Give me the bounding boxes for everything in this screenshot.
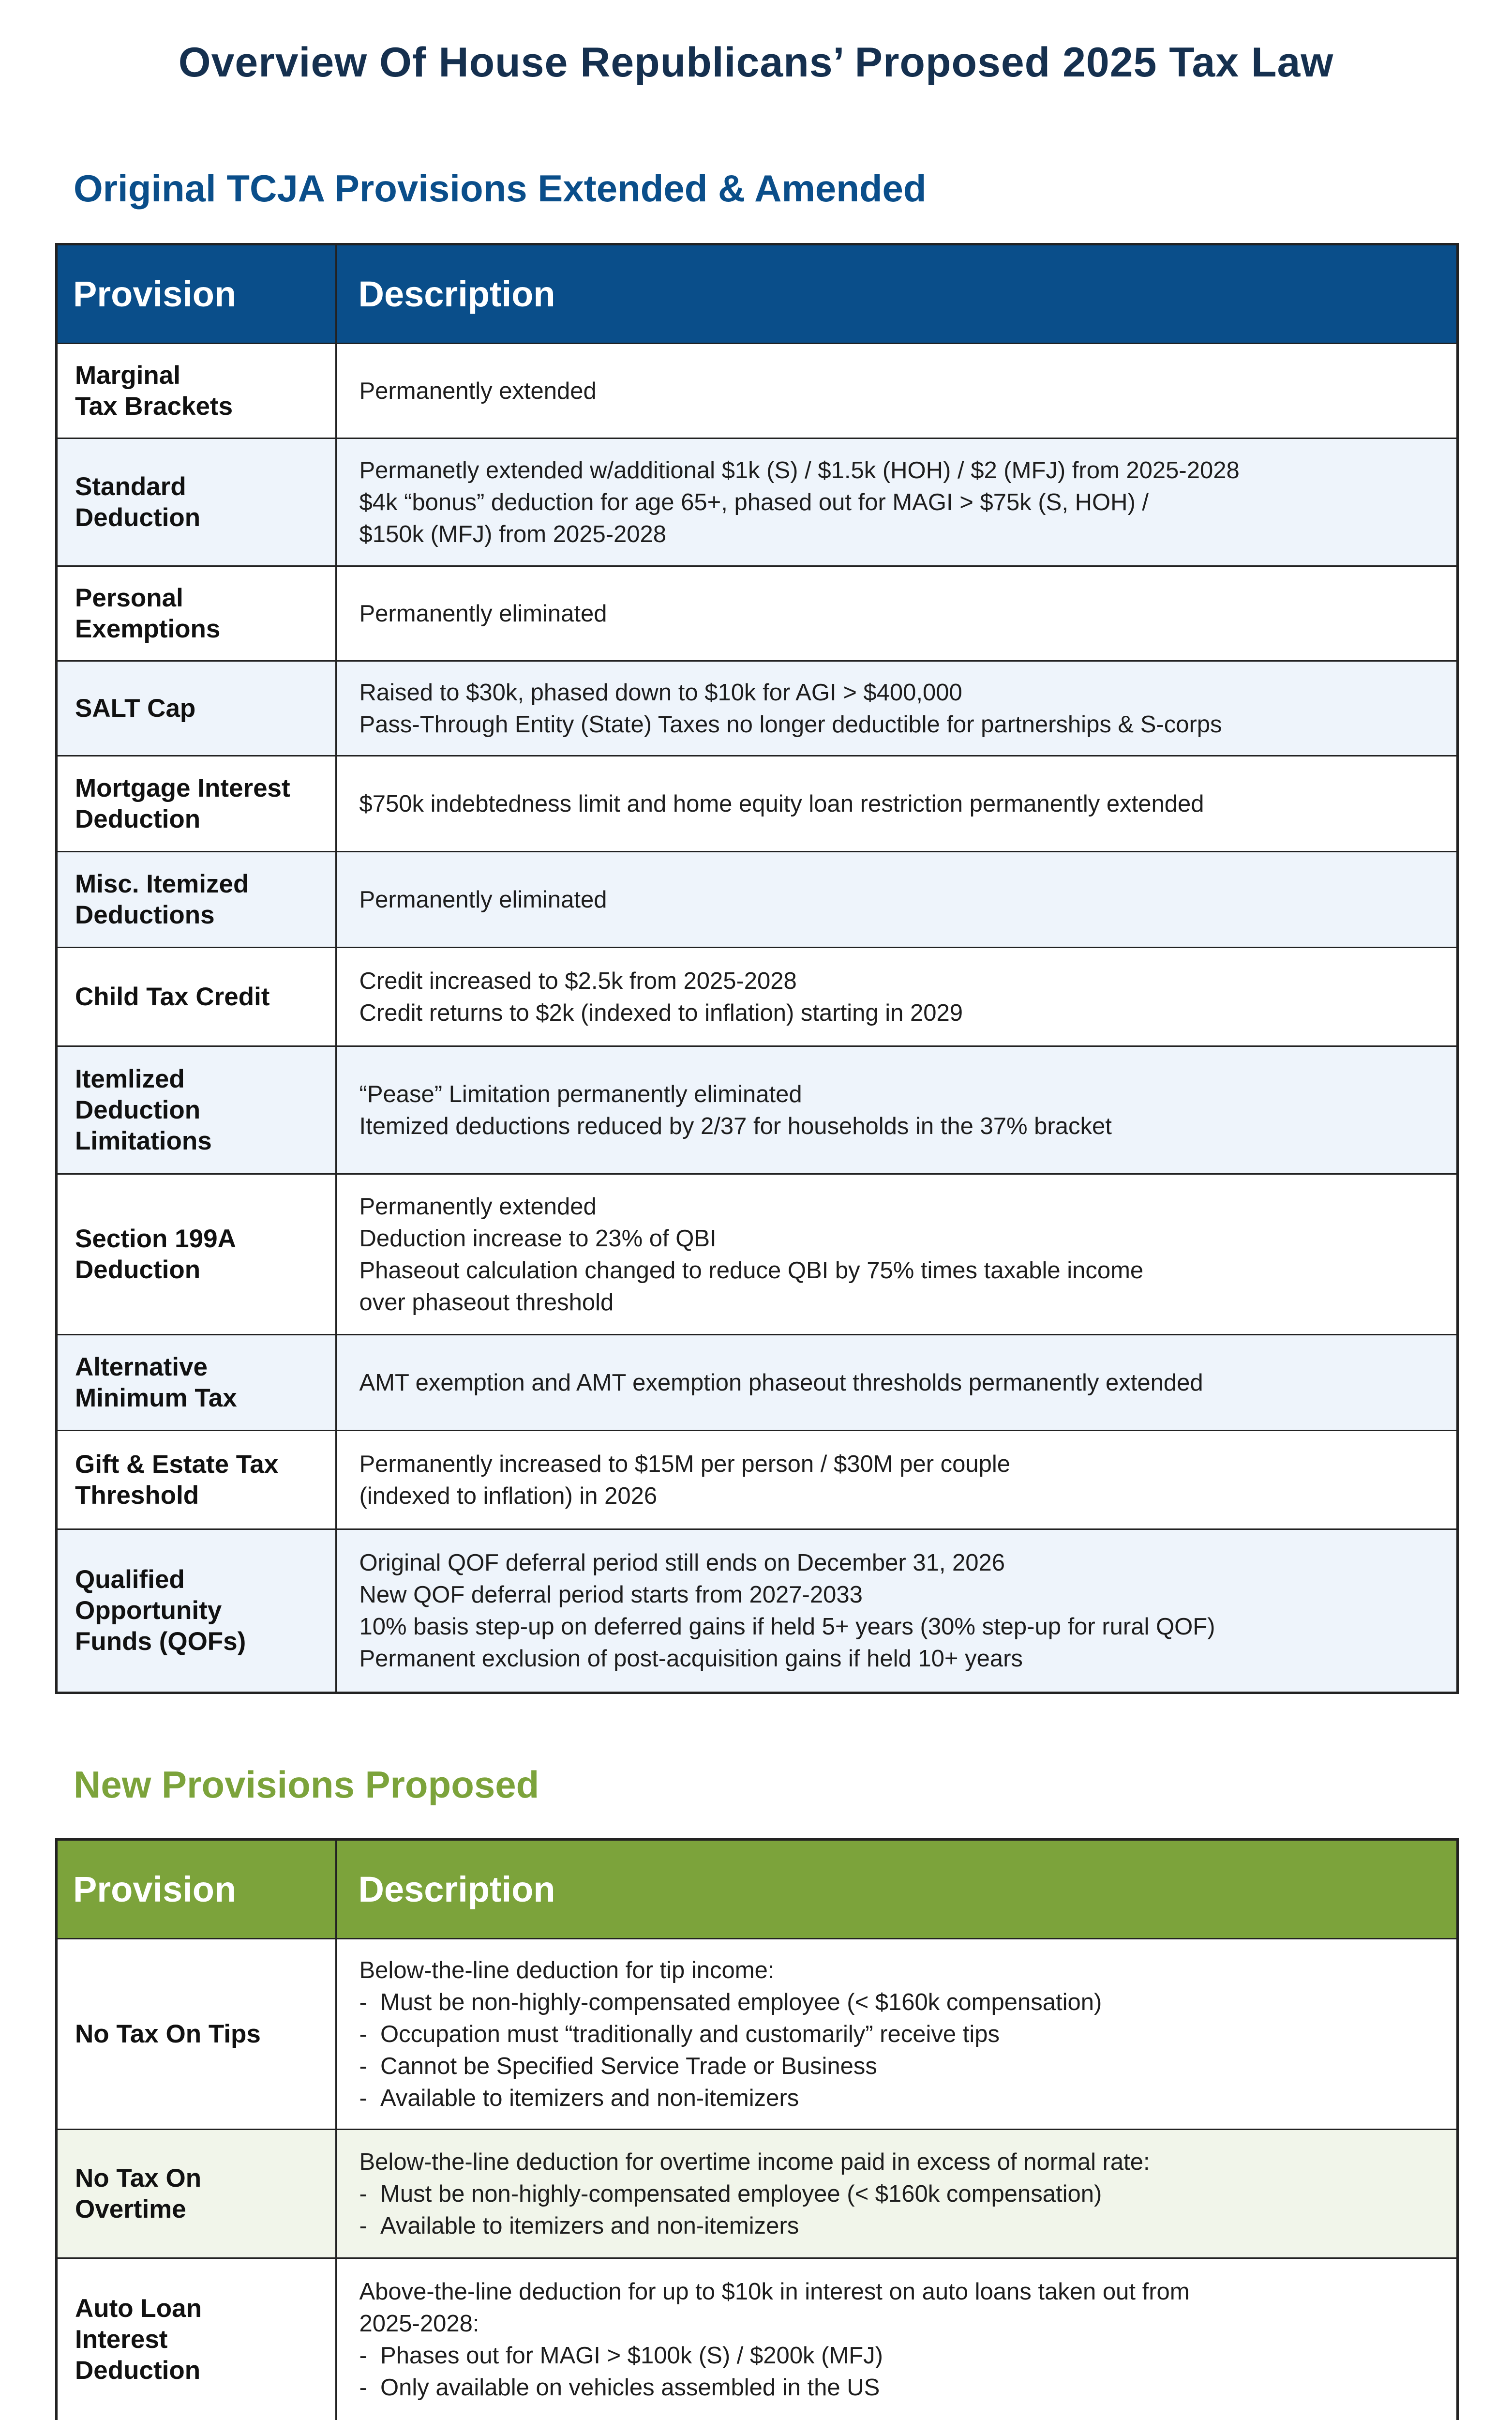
table-row [57, 756, 1458, 852]
provision-name-line: Itemlized [75, 1064, 185, 1093]
table-row [57, 1174, 1458, 1335]
provision-name-line: Child Tax Credit [75, 982, 270, 1011]
description-line: (indexed to inflation) in 2026 [359, 1482, 658, 1509]
description-line: Original QOF deferral period still ends on December 31, 2026 [359, 1550, 1005, 1576]
provision-name-line: Threshold [75, 1481, 199, 1510]
description-intro-line: Above-the-line deduction for up to $10k in interest on auto loans taken out from [359, 2278, 1190, 2305]
description-line: Permanetly extended w/additional $1k (S) / $1.5k (HOH) / $2 (MFJ) from 2025-2028 [359, 457, 1240, 484]
description-bullet-item [359, 2082, 1447, 2114]
description-line: $150k (MFJ) from 2025-2028 [359, 521, 667, 547]
bullet-dash-icon: - [359, 2180, 381, 2207]
description-line: $750k indebtedness limit and home equity loan restriction permanently extended [359, 790, 1204, 817]
description-bullet-item [359, 2372, 1447, 2404]
provision-name-cell [57, 948, 336, 1046]
provision-name-line: Alternative [75, 1352, 208, 1381]
provision-description-cell [336, 948, 1458, 1046]
section-heading-new: New Provisions Proposed [74, 1763, 539, 1806]
bullet-text: Available to itemizers and non-itemizers [380, 2085, 799, 2111]
description-intro-line: Below-the-line deduction for overtime income paid in excess of normal rate: [359, 2148, 1150, 2175]
provision-name-line: Mortgage Interest [75, 773, 290, 802]
description-bullet-item [359, 2018, 1447, 2050]
column-header-description: Description [336, 244, 1458, 344]
provision-name-cell [57, 1046, 336, 1174]
description-line: Itemized deductions reduced by 2/37 for households in the 37% bracket [359, 1113, 1112, 1139]
provision-name-line: Standard [75, 472, 186, 501]
provision-name-cell [57, 566, 336, 661]
provision-name-line: Opportunity [75, 1596, 222, 1625]
description-line: Credit returns to $2k (indexed to inflation) starting in 2029 [359, 999, 963, 1026]
provision-name-cell [57, 2258, 336, 2420]
provision-name-cell [57, 1174, 336, 1335]
description-line: Phaseout calculation changed to reduce QBI by 75% times taxable income [359, 1257, 1144, 1284]
new-table-body [57, 1939, 1458, 2420]
table-row [57, 948, 1458, 1046]
description-line: Permanently extended [359, 378, 597, 404]
provision-name-line: Deduction [75, 804, 201, 833]
description-intro-line: Below-the-line deduction for tip income: [359, 1957, 775, 1983]
provision-name-line: No Tax On [75, 2163, 202, 2193]
table-row [57, 661, 1458, 756]
table-row [57, 2130, 1458, 2258]
provision-name-line: Overtime [75, 2194, 186, 2223]
provision-name-cell [57, 852, 336, 948]
provision-description-cell [336, 1529, 1458, 1693]
provision-description-cell [336, 852, 1458, 948]
provision-description-cell [336, 2258, 1458, 2420]
provision-name-line: Deduction [75, 1255, 201, 1284]
description-bullet-item [359, 1986, 1447, 2018]
description-line: Permanently eliminated [359, 600, 607, 627]
table-row [57, 566, 1458, 661]
provision-name-line: Section 199A [75, 1224, 236, 1253]
description-bullet-item [359, 2178, 1447, 2210]
description-line: “Pease” Limitation permanently eliminated [359, 1081, 802, 1107]
provision-name-line: Deduction [75, 1095, 201, 1124]
provision-description-cell [336, 1174, 1458, 1335]
bullet-text: Cannot be Specified Service Trade or Business [380, 2053, 877, 2079]
provision-name-cell [57, 2130, 336, 2258]
table-row [57, 344, 1458, 439]
table-row [57, 1529, 1458, 1693]
provision-description-cell [336, 439, 1458, 566]
provision-name-cell [57, 756, 336, 852]
bullet-text: Occupation must “traditionally and customarily” receive tips [380, 2021, 1000, 2047]
provision-name-line: Marginal [75, 361, 180, 390]
provision-name-line: Limitations [75, 1126, 212, 1155]
provision-description-cell [336, 1939, 1458, 2130]
description-line: over phaseout threshold [359, 1289, 614, 1316]
description-bullet-item [359, 2050, 1447, 2082]
description-line: Deduction increase to 23% of QBI [359, 1225, 717, 1252]
provision-name-cell [57, 1335, 336, 1431]
description-bullet-item [359, 2210, 1447, 2242]
description-line: Raised to $30k, phased down to $10k for AGI > $400,000 [359, 679, 962, 706]
table-header-row [57, 1840, 1458, 1939]
provision-name-line: Deductions [75, 900, 215, 929]
bullet-text: Available to itemizers and non-itemizers [380, 2212, 799, 2239]
bullet-dash-icon: - [359, 2212, 381, 2239]
table-row [57, 439, 1458, 566]
provision-name-line: Qualified [75, 1565, 185, 1594]
column-header-provision: Provision [57, 244, 336, 344]
tcja-provisions-table [55, 243, 1459, 1694]
provision-description-cell [336, 1046, 1458, 1174]
provision-name-cell [57, 344, 336, 439]
provision-name-line: SALT Cap [75, 694, 196, 723]
provision-name-line: Minimum Tax [75, 1383, 237, 1412]
provision-name-line: Misc. Itemized [75, 869, 249, 898]
provision-name-line: Deduction [75, 2356, 201, 2385]
bullet-dash-icon: - [359, 2021, 381, 2047]
page-title: Overview Of House Republicans’ Proposed 2025 Tax Law [178, 39, 1334, 86]
provision-name-line: Interest [75, 2325, 168, 2354]
bullet-text: Must be non-highly-compensated employee (< $160k compensation) [380, 1989, 1102, 2015]
provision-description-cell [336, 1431, 1458, 1529]
provision-description-cell [336, 1335, 1458, 1431]
provision-name-line: Funds (QOFs) [75, 1627, 246, 1656]
provision-name-line: Tax Brackets [75, 392, 233, 421]
table-row [57, 1335, 1458, 1431]
provision-name-cell [57, 1939, 336, 2130]
description-bullet-item [359, 2340, 1447, 2372]
bullet-dash-icon: - [359, 2342, 381, 2369]
bullet-text: Only available on vehicles assembled in the US [380, 2374, 880, 2401]
provision-name-line: No Tax On Tips [75, 2019, 261, 2048]
table-row [57, 1046, 1458, 1174]
description-line: Permanently increased to $15M per person / $30M per couple [359, 1451, 1011, 1477]
provision-description-cell [336, 2130, 1458, 2258]
table-row [57, 1939, 1458, 2130]
bullet-text: Phases out for MAGI > $100k (S) / $200k (MFJ) [380, 2342, 883, 2369]
bullet-dash-icon: - [359, 1989, 381, 2015]
new-provisions-table [55, 1838, 1459, 2420]
provision-name-cell [57, 1431, 336, 1529]
provision-description-cell [336, 344, 1458, 439]
table-row [57, 852, 1458, 948]
provision-name-line: Gift & Estate Tax [75, 1450, 279, 1479]
column-header-description: Description [336, 1840, 1458, 1939]
description-line: 10% basis step-up on deferred gains if held 5+ years (30% step-up for rural QOF) [359, 1614, 1215, 1640]
provision-name-line: Auto Loan [75, 2294, 202, 2323]
description-line: $4k “bonus” deduction for age 65+, phased out for MAGI > $75k (S, HOH) / [359, 489, 1149, 515]
provision-name-cell [57, 1529, 336, 1693]
description-intro-line: 2025-2028: [359, 2310, 479, 2337]
table-row [57, 1431, 1458, 1529]
description-line: Credit increased to $2.5k from 2025-2028 [359, 968, 797, 994]
provision-description-cell [336, 756, 1458, 852]
column-header-provision: Provision [57, 1840, 336, 1939]
provision-name-line: Personal [75, 583, 183, 612]
description-line: Pass-Through Entity (State) Taxes no longer deductible for partnerships & S-corps [359, 711, 1222, 738]
bullet-dash-icon: - [359, 2374, 381, 2401]
provision-name-line: Deduction [75, 503, 201, 532]
tcja-table-body [57, 344, 1458, 1693]
description-line: New QOF deferral period starts from 2027-2033 [359, 1582, 863, 1608]
bullet-dash-icon: - [359, 2053, 381, 2079]
provision-name-line: Exemptions [75, 614, 221, 643]
section-heading-tcja: Original TCJA Provisions Extended & Amended [74, 167, 927, 210]
description-line: AMT exemption and AMT exemption phaseout thresholds permanently extended [359, 1369, 1203, 1396]
table-row [57, 2258, 1458, 2420]
provision-name-cell [57, 439, 336, 566]
description-line: Permanently eliminated [359, 886, 607, 913]
table-header-row [57, 244, 1458, 344]
provision-description-cell [336, 661, 1458, 756]
bullet-dash-icon: - [359, 2085, 381, 2111]
bullet-text: Must be non-highly-compensated employee (< $160k compensation) [380, 2180, 1102, 2207]
provision-description-cell [336, 566, 1458, 661]
provision-name-cell [57, 661, 336, 756]
description-line: Permanently extended [359, 1193, 597, 1220]
description-line: Permanent exclusion of post-acquisition gains if held 10+ years [359, 1646, 1023, 1672]
